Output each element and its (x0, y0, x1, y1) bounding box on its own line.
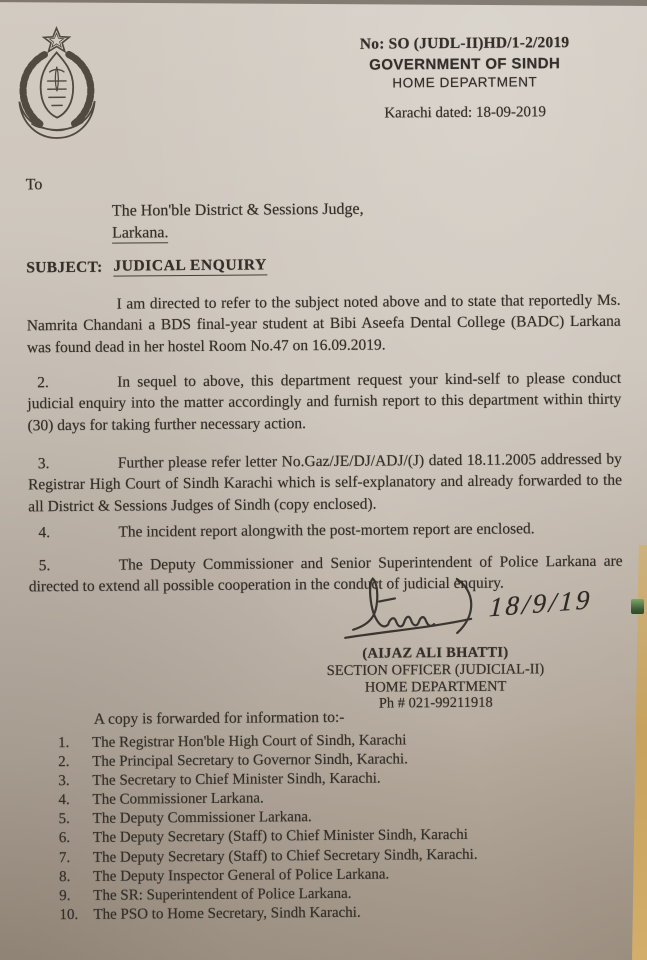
paragraph-2 (27, 368, 621, 437)
handwritten-signature (339, 567, 490, 653)
green-clip-object (631, 599, 644, 614)
letterhead (345, 34, 586, 123)
distribution-heading: A copy is forwarded for information to:- (93, 708, 345, 728)
list-item: 7. The Deputy Secretary (Staff) to Chief Secretary Sindh, Karachi. (58, 846, 478, 866)
list-item: 3. The Secretary to Chief Minister Sindh, Karachi. (58, 770, 381, 790)
signatory-designation: SECTION OFFICER (JUDICIAL-II) (326, 661, 545, 679)
signatory-department: HOME DEPARTMENT (364, 678, 507, 696)
paragraph-text: In sequel to above, this department request your kind-self to please conduct judicial enquiry into the matter accordingly and furnish report to this department within thirty (30) days for taking further necessary action. (27, 369, 622, 434)
paragraph-3 (28, 449, 622, 518)
signatory-name: (AIJAZ ALI BHATTI) (362, 644, 509, 662)
sindh-government-crest-icon (10, 26, 103, 149)
list-item: 6. The Deputy Secretary (Staff) to Chief Minister Sindh, Karachi (58, 827, 468, 847)
paragraph-1 (27, 290, 621, 359)
addressee-line2: Larkana. (111, 224, 169, 242)
paragraph-text: I am directed to refer to the subject noted above and to state that reportedly Ms. Namrita Chandani a BDS final-year student at Bibi Aseefa Dental College (BADC) Larkana was found dead in her hostel Room No.47 on 16.09.2019. (26, 291, 621, 356)
paragraph-4 (28, 518, 622, 544)
list-item: 8. The Deputy Inspector General of Police Larkana. (59, 866, 390, 885)
paragraph-number: 2. (37, 374, 49, 392)
paragraph-text: The incident report alongwith the post-mortem report are enclosed. (118, 520, 535, 541)
date-line: Karachi dated: 18-09-2019 (384, 104, 546, 122)
paragraph-text: The Deputy Commissioner and Senior Superintendent of Police Larkana are directed to extend all possible cooperation in the conduct of judicial enquiry. (28, 552, 623, 596)
paragraph-number: 4. (38, 524, 51, 542)
list-item: 4. The Commissioner Larkana. (58, 790, 264, 809)
signature-block (313, 644, 558, 713)
paragraph-number: 5. (38, 557, 51, 575)
list-item: 5. The Deputy Commissioner Larkana. (58, 809, 312, 828)
addressee-line1: The Hon'ble District & Sessions Judge, (111, 200, 364, 220)
signatory-phone: Ph # 021-99211918 (378, 695, 493, 712)
list-item: 2. The Principal Secretary to Governor Sindh, Karachi. (58, 751, 408, 771)
reference-number: No: SO (JUDL-II)HD/1-2/2019 (359, 34, 570, 53)
handwritten-date: 18/9/19 (488, 584, 594, 623)
department-title: HOME DEPARTMENT (392, 74, 538, 91)
list-item: 1. The Registrar Hon'ble High Court of Sindh, Karachi (57, 732, 407, 752)
government-title: GOVERNMENT OF SINDH (369, 55, 561, 74)
distribution-list (58, 730, 619, 925)
subject-title: JUDICAL ENQUIRY (113, 256, 267, 275)
subject-label: SUBJECT: (26, 258, 103, 277)
addressee-block (112, 199, 364, 245)
paragraph-number: 3. (37, 455, 50, 473)
salutation: To (25, 176, 43, 194)
list-item: 10. The PSO to Home Secretary, Sindh Karachi. (59, 904, 361, 923)
list-item: 9. The SR: Superintendent of Police Larkana. (59, 885, 352, 904)
paragraph-text: Further please refer letter No.Gaz/JE/DJ/ADJ/(J) dated 18.11.2005 addressed by Registrar High Court of Sindh Karachi which is self-explanatory and already forwarded to the all District & Sessions Judges of Sindh (copy enclosed). (27, 450, 623, 515)
